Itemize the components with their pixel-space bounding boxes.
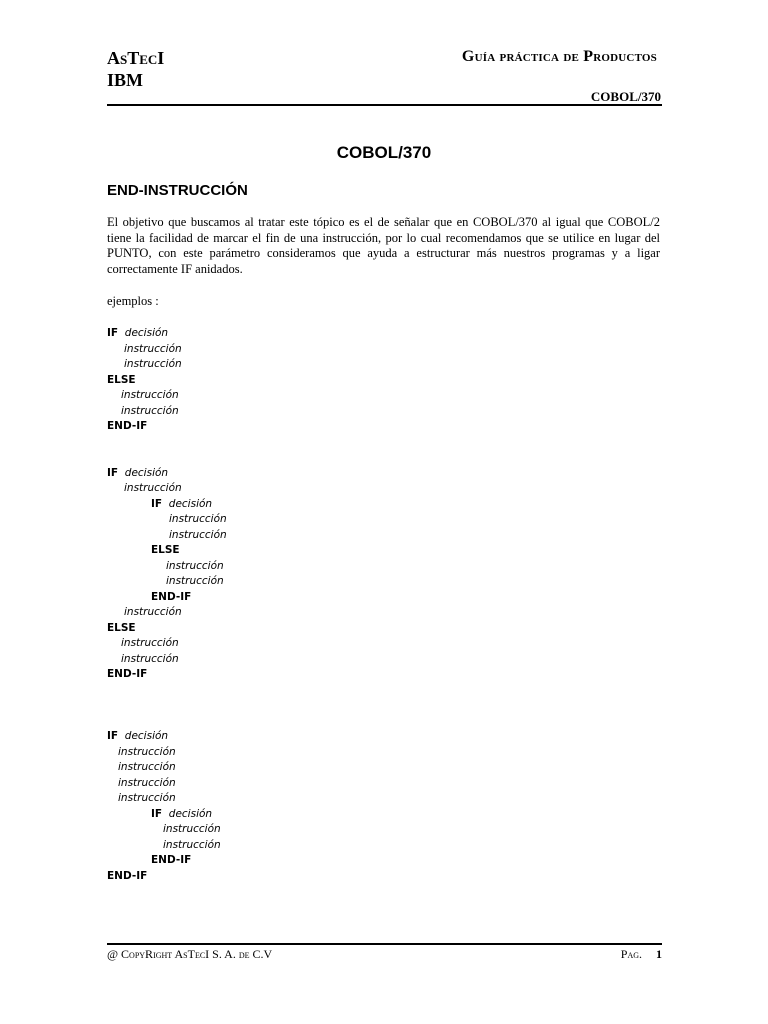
examples-label: ejemplos : (107, 294, 159, 308)
keyword-end-if: END-IF (107, 420, 148, 432)
keyword-if: IF (107, 467, 119, 479)
keyword-if: IF (151, 498, 163, 510)
page-indicator (621, 947, 662, 962)
code-instruction: instrucción (121, 637, 179, 649)
code-line (107, 729, 168, 743)
code-instruction: instrucción (166, 575, 224, 587)
code-instruction: instrucción (163, 839, 221, 851)
header-subtitle: COBOL/370 (590, 89, 661, 104)
code-line (107, 326, 168, 340)
keyword-else: ELSE (107, 622, 136, 634)
keyword-end-if: END-IF (151, 591, 192, 603)
keyword-if: IF (151, 808, 163, 820)
page-number: 1 (656, 947, 662, 961)
organization-name: AsTecI (107, 48, 165, 68)
section-title: END-INSTRUCCIÓN (107, 182, 248, 199)
code-instruction: instrucción (118, 746, 176, 758)
header-rule (107, 104, 662, 106)
document-title: COBOL/370 (336, 143, 432, 162)
copyright-text: @ CopyRight AsTecI S. A. de C.V (107, 947, 273, 961)
footer-rule (107, 943, 662, 945)
organization-subname: IBM (107, 70, 143, 90)
keyword-end-if: END-IF (107, 668, 148, 680)
intro-paragraph: El objetivo que buscamos al tratar este tópico es el de señalar que en COBOL/370 al igual que COBOL/2 tiene la facilidad de marcar el fin de una instrucción, por lo cual recomendamos que se utilice en lugar del PUNTO, con este parámetro consideramos que ayuda a estructurar más nuestros programas y a ligar correctamente IF anidados. (107, 215, 660, 276)
keyword-else: ELSE (107, 374, 136, 386)
keyword-if: IF (107, 730, 119, 742)
code-decision: decisión (168, 808, 213, 820)
organization-header (107, 47, 164, 91)
code-instruction: instrucción (124, 606, 182, 618)
code-instruction: instrucción (118, 777, 176, 789)
keyword-end-if: END-IF (107, 870, 148, 882)
code-instruction: instrucción (121, 389, 179, 401)
code-instruction: instrucción (166, 560, 224, 572)
code-instruction: instrucción (124, 358, 182, 370)
code-instruction: instrucción (121, 653, 179, 665)
code-instruction: instrucción (163, 823, 221, 835)
code-line (151, 807, 212, 821)
code-instruction: instrucción (169, 529, 227, 541)
code-decision: decisión (124, 327, 169, 339)
code-instruction: instrucción (121, 405, 179, 417)
code-decision: decisión (168, 498, 213, 510)
code-instruction: instrucción (118, 761, 176, 773)
code-line (151, 497, 212, 511)
code-instruction: instrucción (169, 513, 227, 525)
code-line (107, 466, 168, 480)
code-decision: decisión (124, 730, 169, 742)
code-instruction: instrucción (124, 343, 182, 355)
keyword-end-if: END-IF (151, 854, 192, 866)
keyword-else: ELSE (151, 544, 180, 556)
keyword-if: IF (107, 327, 119, 339)
code-instruction: instrucción (118, 792, 176, 804)
guide-title: Guía práctica de Productos (461, 48, 657, 65)
page-label: Pag. (620, 947, 642, 961)
code-decision: decisión (124, 467, 169, 479)
code-instruction: instrucción (124, 482, 182, 494)
